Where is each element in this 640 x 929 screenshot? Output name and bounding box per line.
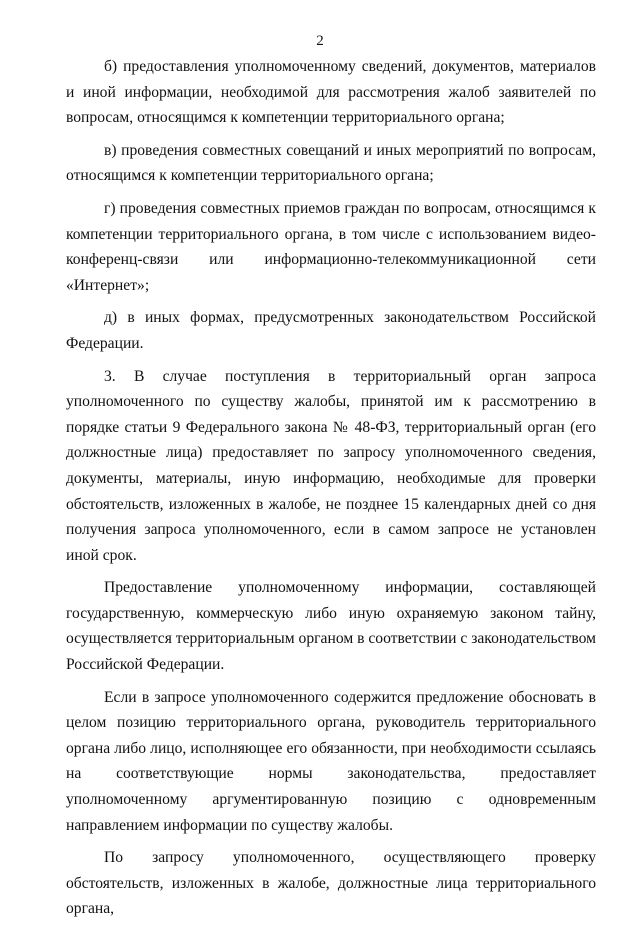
paragraph-clause-3: 3. В случае поступления в территориальный орган запроса уполномоченного по существу жалобы, принятой им к рассмотрению в порядке статьи 9 Федерального закона № 48-ФЗ, территориальный орган (его должностные лица) предоставляет по запросу уполномоченного сведения, документы, материалы, иную информацию, необходимые для проверки обстоятельств, изложенных в жалобе, не позднее 15 календарных дней со дня получения запроса уполномоченного, если в самом запросе не установлен иной срок. bbox=[66, 367, 596, 564]
paragraph-position-justification: Если в запросе уполномоченного содержится предложение обосновать в целом позицию территориального органа, руководитель территориального органа либо лицо, исполняющее его обязанности, при необходимости ссылаясь на соответствующие нормы законодательства, предоставляет уполномоченному аргументированную позицию с одновременным направлением информации по существу жалобы. bbox=[66, 688, 596, 834]
paragraph-item-d: д) в иных формах, предусмотренных законодательством Российской Федерации. bbox=[66, 309, 596, 352]
paragraph-item-g: г) проведения совместных приемов граждан по вопросам, относящимся к компетенции территориального органа, в том числе с использованием видео-конференц-связи или информационно-телекоммуникационной сети «Интернет»; bbox=[66, 199, 596, 294]
document-body bbox=[66, 54, 596, 929]
paragraph-officials-request: По запросу уполномоченного, осуществляющего проверку обстоятельств, изложенных в жалобе, должностные лица территориального органа, bbox=[66, 849, 596, 918]
paragraph-secret-info: Предоставление уполномоченному информации, составляющей государственную, коммерческую либо иную охраняемую законом тайну, осуществляется территориальным органом в соответствии с законодательством Российской Федерации. bbox=[66, 579, 596, 674]
paragraph-item-v: в) проведения совместных совещаний и иных мероприятий по вопросам, относящимся к компетенции территориального органа; bbox=[66, 141, 596, 185]
paragraph-item-b: б) предоставления уполномоченному сведений, документов, материалов и иной информации, необходимой для рассмотрения жалоб заявителей по вопросам, относящимся к компетенции территориального органа; bbox=[66, 58, 596, 127]
page-number: 2 bbox=[316, 33, 324, 49]
